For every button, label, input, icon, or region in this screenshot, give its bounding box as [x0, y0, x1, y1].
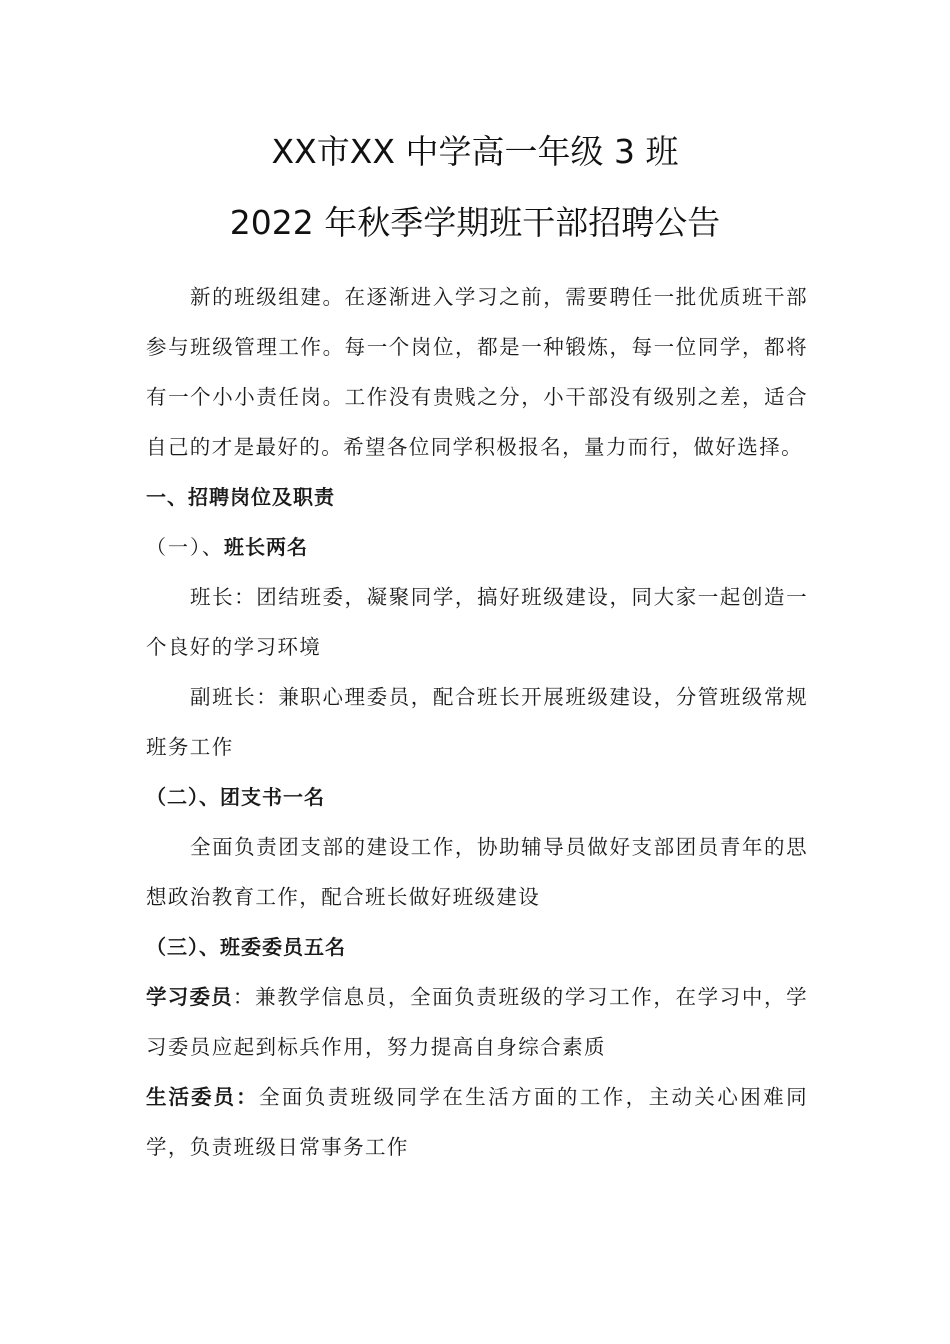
life-committee-text: 全面负责班级同学在生活方面的工作，主动关心困难同学，负责班级日常事务工作	[146, 1085, 808, 1159]
vice-monitor-label: 副班长：	[190, 685, 279, 709]
vice-monitor-text: 兼职心理委员，配合班长开展班级建设，分管班级常规班务工作	[146, 685, 808, 759]
study-committee-text: 兼教学信息员，全面负责班级的学习工作，在学习中，学习委员应起到标兵作用，努力提高自身综合素质	[146, 985, 809, 1059]
life-committee-paragraph	[146, 1072, 808, 1172]
life-committee-colon: ：	[236, 1085, 259, 1109]
subsection-heading-monitor	[146, 522, 808, 572]
study-committee-colon: ：	[232, 985, 256, 1009]
subsection-heading-committee: （三）、班委委员五名	[146, 935, 346, 959]
document-body	[146, 272, 808, 1172]
document-title-line1: XX市XX 中学高一年级 3 班	[271, 132, 679, 171]
subsection-prefix: （一）、	[146, 535, 224, 559]
monitor-duty-paragraph	[146, 572, 808, 672]
study-committee-paragraph	[146, 972, 808, 1072]
vice-monitor-duty-paragraph	[146, 672, 808, 772]
intro-paragraph: 新的班级组建。在逐渐进入学习之前，需要聘任一批优质班干部参与班级管理工作。每一个岗位，都是一种锻炼，每一位同学，都将有一个小小责任岗。工作没有贵贱之分，小干部没有级别之差，适合自己的才是最好的。希望各位同学积极报名，量力而行，做好选择。	[146, 285, 808, 459]
league-secretary-duty-paragraph: 全面负责团支部的建设工作，协助辅导员做好支部团员青年的思想政治教育工作，配合班长做好班级建设	[146, 835, 808, 909]
study-committee-label: 学习委员	[146, 985, 233, 1009]
subsection-title: 班长两名	[224, 535, 308, 559]
monitor-text: 团结班委，凝聚同学，搞好班级建设，同大家一起创造一个良好的学习环境	[146, 585, 808, 659]
section-heading-positions: 一、招聘岗位及职责	[146, 485, 335, 509]
subsection-heading-league-secretary: （二）、团支书一名	[146, 785, 325, 809]
life-committee-label: 生活委员	[146, 1085, 237, 1109]
monitor-label: 班长：	[190, 585, 257, 609]
document-title-line2: 2022 年秋季学期班干部招聘公告	[229, 203, 721, 242]
